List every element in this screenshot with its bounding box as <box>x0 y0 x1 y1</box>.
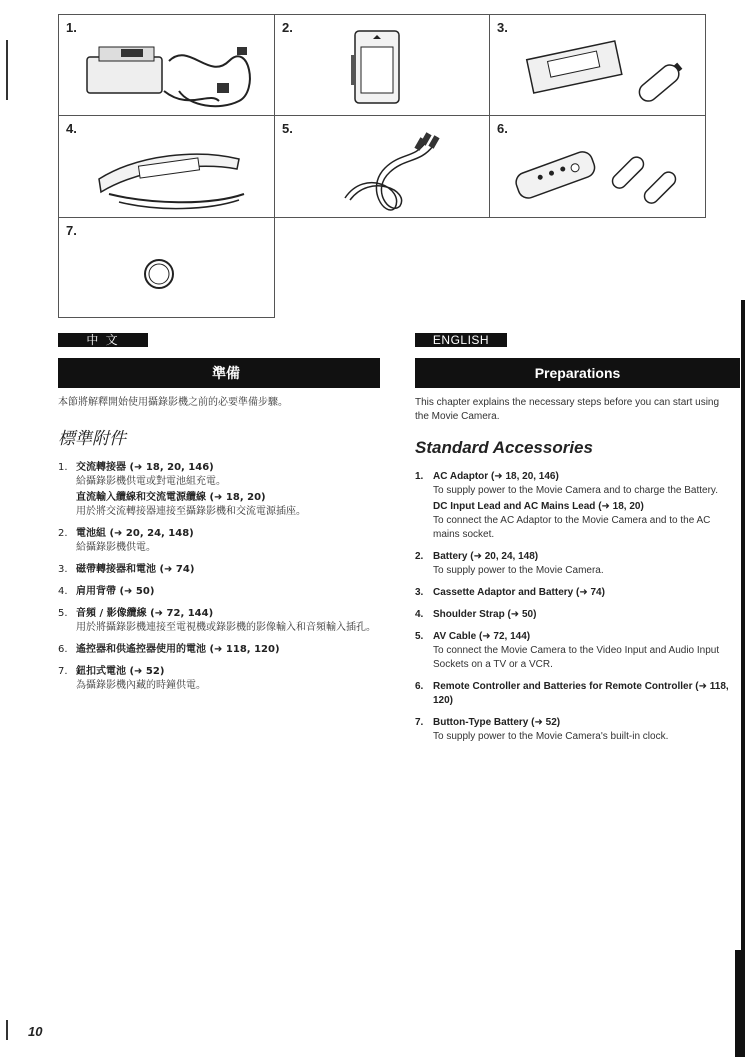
list-item: 6. Remote Controller and Batteries for Remote Controller (➜ 118, 120) <box>415 681 729 706</box>
list-item: 1. AC Adaptor (➜ 18, 20, 146) To supply power to the Movie Camera and to charge the Battery. <box>415 471 718 496</box>
grid-number: 2. <box>282 20 293 35</box>
list-item: 7. Button-Type Battery (➜ 52) To supply power to the Movie Camera's built-in clock. <box>415 717 669 742</box>
scan-edge-right-bottom <box>735 950 745 1057</box>
grid-cell-6 <box>489 115 706 218</box>
grid-number: 4. <box>66 121 77 136</box>
page-number: 10 <box>28 1024 43 1039</box>
list-item: 4. 肩用背帶 (➜ 50) <box>58 586 155 597</box>
grid-cell-5 <box>274 115 490 218</box>
shoulder-strap-icon <box>79 134 259 214</box>
grid-cell-7 <box>58 217 275 318</box>
chinese-accessory-list <box>58 461 388 693</box>
grid-number: 6. <box>497 121 508 136</box>
chinese-column <box>58 396 388 701</box>
list-item: 3. 磁帶轉接器和電池 (➜ 74) <box>58 564 195 575</box>
list-item: 直流輸入纜線和交流電源纜線 (➜ 18, 20) 用於將交流轉接器連接至攝錄影機和交流電源插座。 <box>76 492 306 517</box>
list-item: DC Input Lead and AC Mains Lead (➜ 18, 20) To connect the AC Adaptor to the Movie Camera and to the AC mains socket. <box>433 501 711 540</box>
grid-number: 3. <box>497 20 508 35</box>
english-section-band: Preparations <box>415 358 740 388</box>
list-item: 2. Battery (➜ 20, 24, 148) To supply power to the Movie Camera. <box>415 551 604 576</box>
english-column <box>415 396 733 752</box>
grid-cell-3 <box>489 14 706 116</box>
scan-edge-right <box>741 300 745 1057</box>
list-item: 7. 鈕扣式電池 (➜ 52) 為攝錄影機內藏的時鐘供電。 <box>58 666 206 691</box>
grid-number: 5. <box>282 121 293 136</box>
grid-number: 1. <box>66 20 77 35</box>
battery-pack-icon <box>337 25 417 110</box>
list-item: 4. Shoulder Strap (➜ 50) <box>415 609 537 620</box>
chinese-section-band: 準備 <box>58 358 380 388</box>
english-intro: This chapter explains the necessary steps before you can start using the Movie Camera. <box>415 397 720 422</box>
english-section-title: Standard Accessories <box>415 438 593 457</box>
list-item: 6. 遙控器和供遙控器使用的電池 (➜ 118, 120) <box>58 644 280 655</box>
scan-edge-left <box>6 40 8 100</box>
grid-cell-2 <box>274 14 490 116</box>
list-item: 1. 交流轉接器 (➜ 18, 20, 146) 給攝錄影機供電或對電池組充電。 <box>58 462 226 487</box>
chinese-intro: 本節將解釋開始使用攝錄影機之前的必要準備步驟。 <box>58 397 288 408</box>
english-language-tag: ENGLISH <box>415 333 507 347</box>
cassette-adaptor-icon <box>510 31 690 106</box>
english-accessory-list <box>415 470 733 744</box>
ac-adaptor-icon <box>69 31 269 111</box>
chinese-section-title: 標準附件 <box>58 429 126 449</box>
list-item: 3. Cassette Adaptor and Battery (➜ 74) <box>415 587 605 598</box>
grid-cell-4 <box>58 115 275 218</box>
grid-cell-1 <box>58 14 275 116</box>
remote-controller-icon <box>510 134 690 214</box>
scan-edge-left-bottom <box>6 1020 8 1040</box>
list-item: 2. 電池組 (➜ 20, 24, 148) 給攝錄影機供電。 <box>58 528 194 553</box>
av-cable-icon <box>325 128 445 213</box>
button-battery-icon <box>139 254 179 294</box>
list-item: 5. AV Cable (➜ 72, 144) To connect the Movie Camera to the Video Input and Audio Input Sockets on a TV or a VCR. <box>415 631 720 670</box>
grid-number: 7. <box>66 223 77 238</box>
chinese-language-tag: 中 文 <box>58 333 148 347</box>
list-item: 5. 音頻 / 影像纜線 (➜ 72, 144) 用於將攝錄影機連接至電視機或錄影機的影像輸入和音頻輸入插孔。 <box>58 608 376 633</box>
accessory-grid <box>58 14 706 318</box>
